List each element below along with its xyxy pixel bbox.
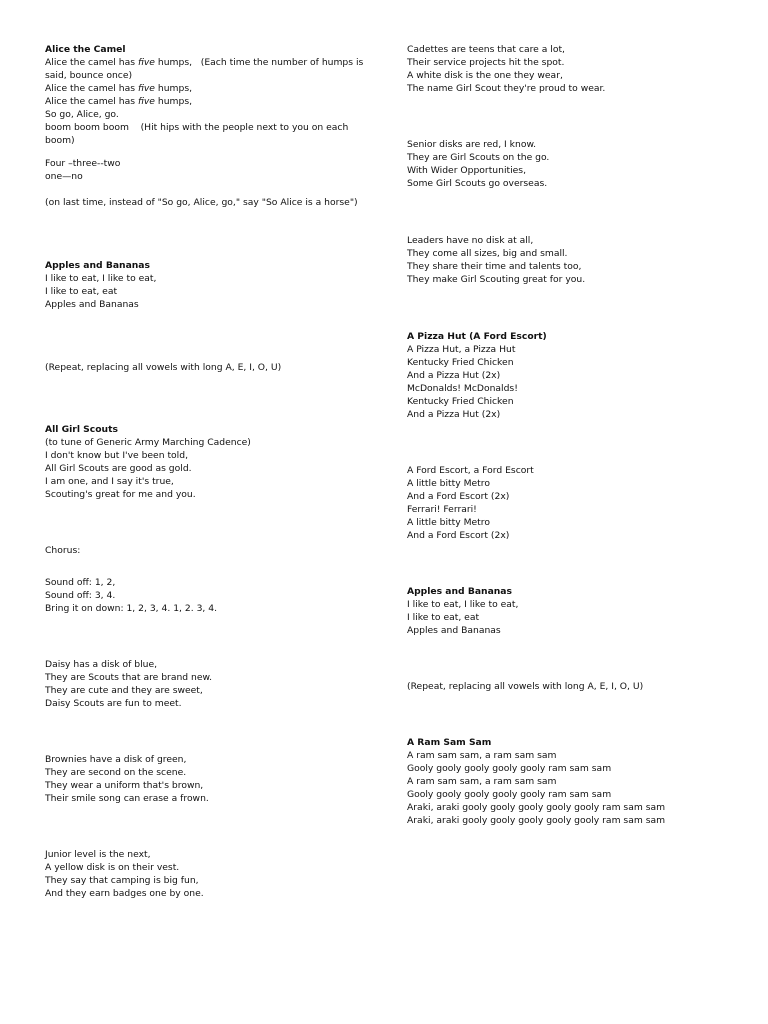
lyric-line: They are Scouts that are brand new. [45, 672, 213, 683]
lyric-line: Araki, araki gooly gooly gooly gooly gooly ram sam sam [407, 815, 666, 826]
lyric-line: McDonalds! McDonalds! [407, 383, 518, 394]
lyric-line: And a Pizza Hut (2x) [407, 409, 501, 420]
lyric-line: They share their time and talents too, [407, 261, 582, 272]
lyric-line: They come all sizes, big and small. [407, 248, 568, 259]
lyric-line: With Wider Opportunities, [407, 165, 527, 176]
lyric-line: And a Pizza Hut (2x) [407, 370, 501, 381]
lyric-line: one—no [45, 171, 83, 182]
lyric-line: Their service projects hit the spot. [407, 57, 565, 68]
lyric-line: I don't know but I've been told, [45, 450, 188, 461]
lyric-line: So go, Alice, go. [45, 109, 119, 120]
lyric-line: And a Ford Escort (2x) [407, 491, 510, 502]
song-title-alice-the-camel: Alice the Camel [45, 44, 126, 55]
right-column [407, 43, 727, 827]
lyric-line: Apples and Bananas [407, 625, 501, 636]
lyric-line: Gooly gooly gooly gooly gooly ram sam sam [407, 789, 612, 800]
lyric-line: A ram sam sam, a ram sam sam [407, 776, 557, 787]
instruction-note: (on last time, instead of "So go, Alice, go," say "So Alice is a horse") [45, 197, 358, 208]
song-title-a-ram-sam-sam: A Ram Sam Sam [407, 737, 492, 748]
lyric-line: A little bitty Metro [407, 478, 490, 489]
lyric-line: All Girl Scouts are good as gold. [45, 463, 192, 474]
lyric-line: And a Ford Escort (2x) [407, 530, 510, 541]
lyric-line: Apples and Bananas [45, 299, 139, 310]
lyric-line: Four –three--two [45, 158, 121, 169]
lyric-line: Some Girl Scouts go overseas. [407, 178, 548, 189]
lyric-line: They wear a uniform that's brown, [45, 780, 204, 791]
left-column [45, 43, 365, 900]
lyric-line: Daisy Scouts are fun to meet. [45, 698, 182, 709]
lyric-line: A Pizza Hut, a Pizza Hut [407, 344, 516, 355]
lyric-line: Senior disks are red, I know. [407, 139, 537, 150]
chorus-label: Chorus: [45, 545, 81, 556]
song-title-a-pizza-hut: A Pizza Hut (A Ford Escort) [407, 331, 547, 342]
instruction-note: (Repeat, replacing all vowels with long A, E, I, O, U) [45, 362, 282, 373]
instruction-note: (Repeat, replacing all vowels with long A, E, I, O, U) [407, 681, 644, 692]
lyric-line: They are cute and they are sweet, [45, 685, 203, 696]
lyric-line: They say that camping is big fun, [45, 875, 199, 886]
lyric-line: And they earn badges one by one. [45, 888, 204, 899]
lyric-line: A white disk is the one they wear, [407, 70, 563, 81]
lyric-line: I like to eat, eat [407, 612, 480, 623]
lyric-line: Their smile song can erase a frown. [45, 793, 209, 804]
lyric-line: Sound off: 3, 4. [45, 590, 116, 601]
lyric-line: Cadettes are teens that care a lot, [407, 44, 565, 55]
lyric-line: Alice the camel has five humps, [45, 83, 193, 94]
lyric-line: The name Girl Scout they're proud to wear. [407, 83, 606, 94]
lyric-line: Alice the camel has five humps, (Each time the number of humps is said, bounce once) [45, 57, 367, 81]
song-title-apples-and-bananas-repeat: Apples and Bananas [407, 586, 512, 597]
lyric-line: They are second on the scene. [45, 767, 187, 778]
lyric-line: Ferrari! Ferrari! [407, 504, 477, 515]
lyric-line: A Ford Escort, a Ford Escort [407, 465, 534, 476]
lyric-line: boom boom boom (Hit hips with the people next to you on each boom) [45, 122, 352, 146]
lyric-line: Leaders have no disk at all, [407, 235, 534, 246]
lyric-line: Brownies have a disk of green, [45, 754, 187, 765]
lyric-line: Kentucky Fried Chicken [407, 357, 514, 368]
song-title-all-girl-scouts: All Girl Scouts [45, 424, 118, 435]
lyric-line: I am one, and I say it's true, [45, 476, 174, 487]
lyric-line: I like to eat, I like to eat, [45, 273, 157, 284]
lyric-line: Araki, araki gooly gooly gooly gooly gooly ram sam sam [407, 802, 666, 813]
lyric-line: Junior level is the next, [45, 849, 151, 860]
lyric-line: They are Girl Scouts on the go. [407, 152, 550, 163]
lyric-line: Bring it on down: 1, 2, 3, 4. 1, 2. 3, 4. [45, 603, 218, 614]
lyric-line: I like to eat, I like to eat, [407, 599, 519, 610]
lyric-line: A ram sam sam, a ram sam sam [407, 750, 557, 761]
lyric-line: A yellow disk is on their vest. [45, 862, 180, 873]
lyric-line: I like to eat, eat [45, 286, 118, 297]
song-title-apples-and-bananas: Apples and Bananas [45, 260, 150, 271]
lyric-line: Gooly gooly gooly gooly gooly ram sam sam [407, 763, 612, 774]
lyric-line: Kentucky Fried Chicken [407, 396, 514, 407]
lyric-line: They make Girl Scouting great for you. [407, 274, 586, 285]
lyric-line: Alice the camel has five humps, [45, 96, 193, 107]
lyric-line: A little bitty Metro [407, 517, 490, 528]
lyric-line: Daisy has a disk of blue, [45, 659, 158, 670]
lyric-line: Sound off: 1, 2, [45, 577, 116, 588]
lyric-line: (to tune of Generic Army Marching Cadence) [45, 437, 251, 448]
lyric-line: Scouting's great for me and you. [45, 489, 196, 500]
